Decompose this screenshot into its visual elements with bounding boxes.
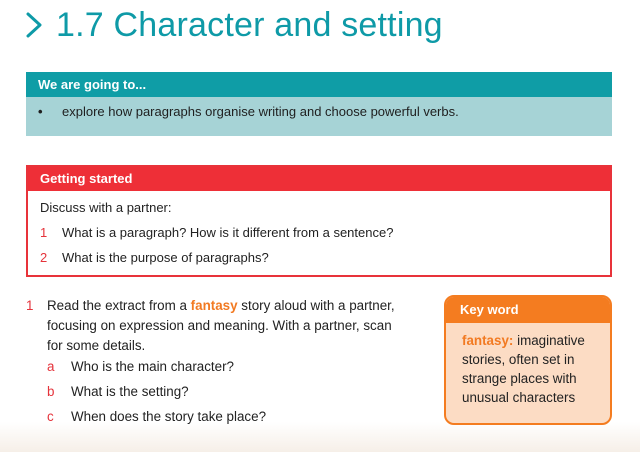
learning-goals-heading: We are going to... [26,72,612,97]
sub-question-letter: c [47,409,54,424]
key-word-heading: Key word [446,297,610,323]
getting-started-heading: Getting started [28,167,610,191]
page-title [22,2,443,48]
key-word-box [444,295,612,425]
sub-question-text: Who is the main character? [71,359,234,374]
key-word-definition-text: imaginative stories, often set in strange places with unusual characters [462,333,585,405]
sub-question-text: When does the story take place? [71,409,267,424]
learning-goals-box [26,72,612,136]
activity-text-start: Read the extract from a [47,298,187,313]
sub-question [47,359,234,374]
sub-question-letter: b [47,384,55,399]
key-word-term: fantasy: [462,333,514,348]
question-number: 1 [40,225,48,240]
question-text: What is the purpose of paragraphs? [62,250,269,265]
learning-goal-text: explore how paragraphs organise writing and choose powerful verbs. [62,104,459,119]
getting-started-box [26,165,612,277]
activity-number: 1 [26,298,34,313]
bullet-marker: • [38,104,43,119]
page-title-text: 1.7 Character and setting [56,5,443,44]
sub-question [47,409,266,424]
sub-question-text: What is the setting? [71,384,189,399]
learning-goal-item [38,104,459,119]
discussion-question [40,225,393,240]
page-bottom-fade [0,422,640,452]
discussion-question [40,250,269,265]
activity-text [47,296,407,356]
chevron-right-icon [22,10,46,40]
sub-question [47,384,189,399]
getting-started-intro: Discuss with a partner: [40,200,172,215]
activity-text-end: story aloud with a partner, focusing on expression and meaning. With a partner, scan for some details. [47,298,395,353]
key-word-definition [446,323,610,407]
question-number: 2 [40,250,48,265]
fantasy-keyword: fantasy [190,298,238,313]
question-text: What is a paragraph? How is it different from a sentence? [62,225,394,240]
sub-question-letter: a [47,359,55,374]
